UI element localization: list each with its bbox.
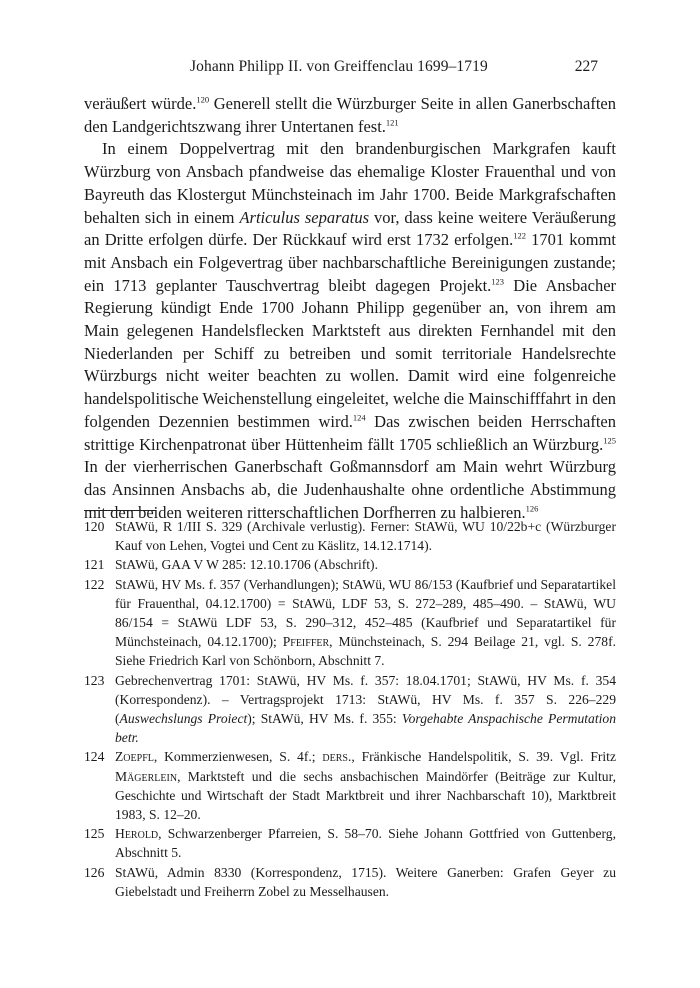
footnote-125	[84, 824, 616, 862]
footnote-number: 125	[84, 826, 105, 842]
footnote-120	[84, 517, 616, 555]
footnote-124	[84, 747, 616, 824]
text-run: In einem Doppelvertrag mit den brandenburgischen Markgrafen kauft Würzburg von Ansbach pfandweise das ehemalige Kloster Frauenthal und von Bayreuth das Klostergut Münchsteinach im Jahr 1700. Beide Markgrafschaften behalten sich in einem	[84, 139, 616, 227]
footnote-text: , Kommerzienwesen, S. 4f.;	[153, 749, 323, 765]
author-name: Mägerlein	[115, 768, 178, 784]
page-number: 227	[574, 58, 598, 75]
footnote-121	[84, 555, 616, 574]
author-name: Pfeiffer	[282, 634, 330, 650]
paragraph-2	[84, 138, 616, 524]
paragraph-1	[84, 93, 616, 138]
footnote-122	[84, 575, 616, 671]
text-run: Das zwischen beiden Herrschaften strittige Kirchenpatronat über Hüttenheim fällt 1705 schließlich an Würzburg.	[84, 411, 616, 454]
footnote-text: , Marktsteft und die sechs ansbachischen Maindörfer (Beiträge zur Kultur, Geschichte und Wirtschaft der Stadt Marktbreit und ihrer Nachbarschaft 10), Marktbreit 1983, S. 12–20.	[115, 768, 616, 823]
italic-term: Articulus separatus	[239, 207, 370, 227]
text-run: Generell stellt die Würzburger Seite in allen Ganerbschaften den Landgerichtszwang ihrer Untertanen fest.	[84, 94, 616, 136]
footnote-number: 120	[84, 519, 105, 534]
footnote-number: 121	[84, 557, 105, 573]
footnote-number: 124	[84, 749, 105, 765]
footnote-text: StAWü, HV Ms. f. 357 (Verhandlungen); StAWü, WU 86/153 (Kaufbrief und Separatartikel für Frauenthal, 04.12.1700) = StAWü, LDF 53, S. 272–289, 485–490. – StAWü, WU 86/154 = StAWü LDF 53, S. 290–312, 452–485 (Kaufbrief und Separatartikel für Münchsteinach, 04.12.1700);	[115, 576, 616, 650]
footnote-text: StAWü, GAA V W 285: 12.10.1706 (Abschrift).	[115, 557, 378, 573]
footnote-ref[interactable]: 123	[491, 276, 505, 287]
italic-quote: Vorgehabte Anspachische Permutation betr.	[115, 711, 617, 746]
footnote-ref[interactable]: 120	[196, 94, 210, 105]
footnote-text: StAWü, R 1/III S. 329 (Archivale verlustig). Ferner: StAWü, WU 10/22b+c (Würzburger Kauf von Lehen, Vogtei und Cent zu Käslitz, 14.12.1714).	[115, 519, 616, 554]
main-text	[84, 93, 616, 524]
footnote-126	[84, 863, 616, 901]
italic-quote: Auswechslungs Proiect	[119, 711, 248, 727]
text-run: 1701 kommt mit Ansbach ein Folgevertrag über nachbarschaftliche Bereinigungen zustande; ein 1713 geplanter Tauschvertrag bleibt dagegen Projekt.	[84, 230, 616, 295]
footnote-divider	[84, 510, 156, 511]
footnote-123	[84, 671, 616, 748]
footnote-number: 126	[84, 864, 105, 880]
footnote-number: 122	[84, 576, 105, 592]
footnote-ref[interactable]: 125	[603, 435, 616, 446]
text-run: vor, dass keine weitere Veräußerung an Dritte erfolgen dürfe. Der Rückkauf wird erst 1732 erfolgen.	[84, 207, 616, 250]
author-name: Zoepfl	[115, 749, 154, 765]
footnote-text: StAWü, Admin 8330 (Korrespondenz, 1715). Weitere Ganerben: Grafen Geyer zu Giebelstadt und Freiherrn Zobel zu Messelhausen.	[115, 864, 616, 899]
text-run: Die Ansbacher Regierung kündigt Ende 1700 Johann Philipp gegenüber an, von ihrem am Main gelegenen Handelsflecken Marktsteft aus direkten Fernhandel mit den Niederlanden per Schiff zu betreiben und somit territoriale Handelsrechte Würzburgs nicht weiter beachten zu wollen. Damit wird eine folgenreiche handelspolitische Weichenstellung eingeleitet, welche die Mainschifffahrt in den folgenden Dezennien bestimmen wird.	[84, 275, 617, 431]
footnote-ref[interactable]: 121	[385, 117, 399, 128]
running-head-title: Johann Philipp II. von Greiffenclau 1699–1719	[190, 58, 488, 75]
footnote-ref[interactable]: 124	[352, 412, 366, 423]
footnote-ref[interactable]: 122	[513, 230, 526, 241]
author-name: ders.	[322, 749, 352, 765]
footnote-ref[interactable]: 126	[525, 503, 539, 514]
text-run: veräußert würde.	[84, 94, 197, 113]
text-run: In der vierherrischen Ganerbschaft Goßmannsdorf am Main wehrt Würzburg das Ansinnen Ansbachs ab, die Judenhaushalte ohne ordentliche Abstimmung mit den beiden weiteren ritterschaftlichen Dorfherren zu halbieren.	[84, 457, 616, 522]
footnote-text: ); StAWü, HV Ms. f. 355:	[247, 711, 402, 727]
footnote-number: 123	[84, 672, 105, 688]
footnote-text: , Schwarzenberger Pfarreien, S. 58–70. Siehe Johann Gottfried von Guttenberg, Abschnitt 5.	[115, 826, 616, 861]
running-head	[0, 58, 700, 80]
footnote-text: , Münchsteinach, S. 294 Beilage 21, vgl. S. 278f. Siehe Friedrich Karl von Schönborn, Abschnitt 7.	[115, 634, 616, 669]
footnote-text: , Fränkische Handelspolitik, S. 39. Vgl. Fritz	[351, 749, 616, 765]
footnotes	[84, 517, 616, 901]
footnote-text: Gebrechenvertrag 1701: StAWü, HV Ms. f. 357: 18.04.1701; StAWü, HV Ms. f. 354 (Korrespondenz). – Vertragsprojekt 1713: StAWü, HV Ms. f. 357 S. 226–229 (	[115, 672, 616, 727]
author-name: Herold	[115, 826, 159, 842]
